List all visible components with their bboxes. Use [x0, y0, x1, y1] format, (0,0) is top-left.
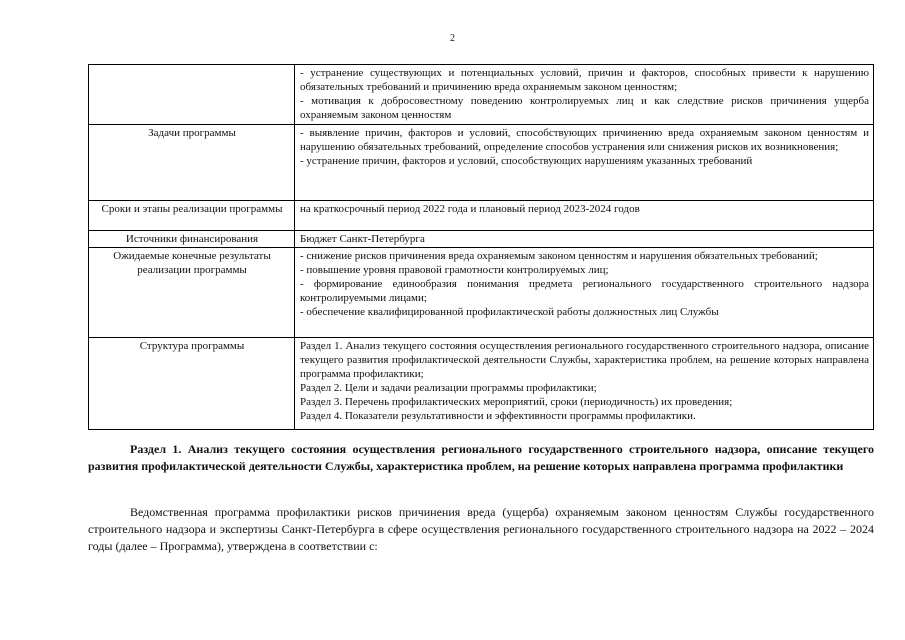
- content-line: - устранение причин, факторов и условий, способствующих нарушениям указанных требований: [300, 155, 753, 167]
- table-row: [89, 65, 874, 125]
- table-row: [89, 125, 874, 201]
- content-line: - мотивация к добросовестному поведению контролируемых лиц и как следствие рисков причинения ущерба охраняемым законом ценностям: [300, 95, 869, 121]
- row-content: [295, 201, 874, 231]
- row-content: [295, 338, 874, 430]
- row-label: Задачи программы: [89, 125, 295, 201]
- content-line: Раздел 1. Анализ текущего состояния осуществления регионального государственного строительного надзора, описание текущего развития профилактической деятельности Службы, характеристика проблем, на решение которых направлена программа профилактики;: [300, 340, 869, 380]
- row-label: [89, 65, 295, 125]
- content-line: на краткосрочный период 2022 года и плановый период 2023-2024 годов: [300, 203, 640, 215]
- body-paragraph: Ведомственная программа профилактики рисков причинения вреда (ущерба) охраняемым законом ценностям Службы государственного строительного надзора и экспертизы Санкт-Петербурга в сфере осуществления регионального государственного строительного надзора на 2022 – 2024 годы (далее – Программа), утверждена в соответствии с:: [88, 505, 874, 553]
- row-content: [295, 248, 874, 338]
- row-content: [295, 125, 874, 201]
- content-line: - обеспечение квалифицированной профилактической работы должностных лиц Службы: [300, 306, 719, 318]
- program-passport-table: [88, 64, 874, 430]
- content-line: Раздел 2. Цели и задачи реализации программы профилактики;: [300, 382, 597, 394]
- table-row: [89, 201, 874, 231]
- table-row: [89, 248, 874, 338]
- content-line: - снижение рисков причинения вреда охраняемым законом ценностям и нарушения обязательных требований;: [300, 250, 818, 262]
- table-row: [89, 338, 874, 430]
- row-label: Структура программы: [89, 338, 295, 430]
- row-content: [295, 65, 874, 125]
- row-label: Сроки и этапы реализации программы: [89, 201, 295, 231]
- content-line: Раздел 4. Показатели результативности и эффективности программы профилактики.: [300, 410, 696, 422]
- content-line: - повышение уровня правовой грамотности контролируемых лиц;: [300, 264, 609, 276]
- row-label: Ожидаемые конечные результаты реализации программы: [89, 248, 295, 338]
- content-line: - устранение существующих и потенциальных условий, причин и факторов, способных привести к нарушению обязательных требований и причинению вреда охраняемым законом ценностям;: [300, 67, 869, 93]
- page-number: 2: [450, 33, 455, 44]
- row-label: Источники финансирования: [89, 231, 295, 248]
- content-line: - выявление причин, факторов и условий, способствующих причинению вреда охраняемым законом ценностям и нарушению обязательных требований, определение способов устранения или снижения рисков их возникновения;: [300, 127, 869, 153]
- row-content: [295, 231, 874, 248]
- content-line: - формирование единообразия понимания предмета регионального государственного строительного надзора контролируемыми лицами;: [300, 278, 869, 304]
- table-row: [89, 231, 874, 248]
- content-line: Бюджет Санкт-Петербурга: [300, 233, 425, 245]
- content-line: Раздел 3. Перечень профилактических мероприятий, сроки (периодичность) их проведения;: [300, 396, 733, 408]
- section-heading: Раздел 1. Анализ текущего состояния осуществления регионального государственного строительного надзора, описание текущего развития профилактической деятельности Службы, характеристика проблем, на решение которых направлена программа профилактики: [88, 442, 874, 473]
